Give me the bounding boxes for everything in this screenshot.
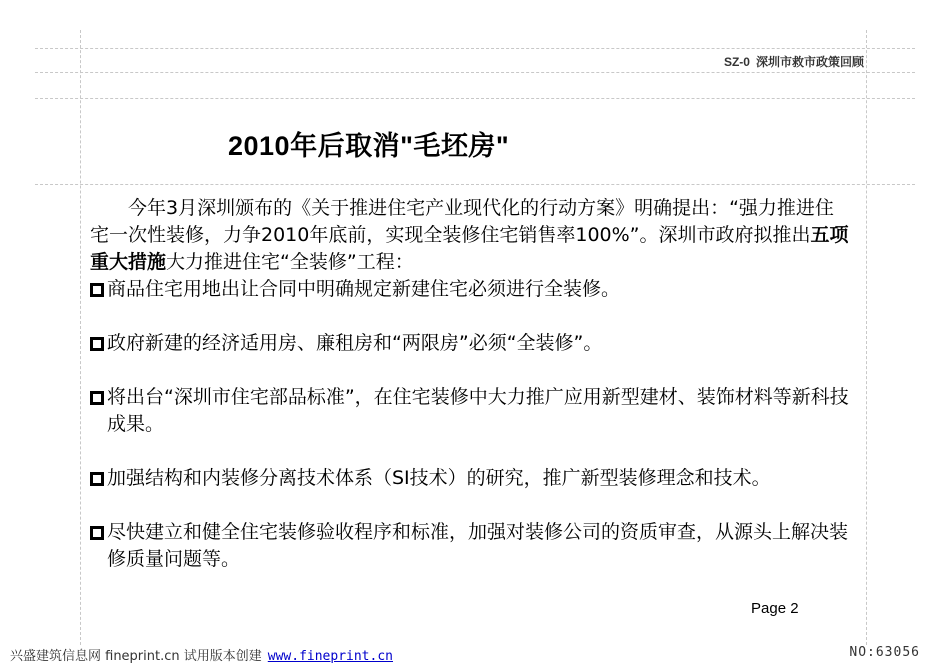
guide-line-top-1: [35, 48, 915, 49]
body-content: [90, 195, 850, 573]
list-item: [90, 384, 850, 438]
square-bullet-icon: [90, 526, 104, 540]
list-item: [90, 519, 850, 573]
list-item-text: 尽快建立和健全住宅装修验收程序和标准，加强对装修公司的资质审查，从源头上解决装修质量问题等。: [107, 521, 849, 570]
guide-line-top-3: [35, 98, 915, 99]
guide-line-mid: [35, 184, 915, 185]
intro-text-end: 大力推进住宅“全装修”工程：: [166, 251, 414, 273]
intro-paragraph: [90, 195, 850, 276]
list-item-text: 加强结构和内装修分离技术体系（SI技术）的研究，推广新型装修理念和技术。: [107, 467, 771, 489]
list-item-text: 商品住宅用地出让合同中明确规定新建住宅必须进行全装修。: [107, 278, 621, 300]
list-item-text: 将出台“深圳市住宅部品标准”，在住宅装修中大力推广应用新型建材、装饰材料等新科技成果。: [107, 386, 849, 435]
footer-doc-number: NO:63056: [849, 645, 920, 660]
list-item: [90, 330, 850, 357]
square-bullet-icon: [90, 472, 104, 486]
guide-line-right: [866, 30, 867, 645]
square-bullet-icon: [90, 283, 104, 297]
guide-line-left: [80, 30, 81, 645]
list-item: [90, 276, 850, 303]
footer-left-text: 兴盛建筑信息网 fineprint.cn 试用版本创建: [10, 649, 262, 664]
footer-watermark: [0, 645, 950, 665]
guide-line-top-2: [35, 72, 915, 73]
section-header: [724, 53, 864, 70]
page-number: Page 2: [751, 600, 799, 617]
page-title: 2010年后取消"毛坯房": [228, 131, 510, 161]
footer-left: [10, 645, 393, 664]
section-title: 深圳市救市政策回顾: [755, 55, 864, 69]
footer-link[interactable]: www.fineprint.cn: [267, 649, 393, 664]
list-item-text: 政府新建的经济适用房、廉租房和“两限房”必须“全装修”。: [107, 332, 603, 354]
intro-bold-text: 五项重大措施: [90, 224, 849, 273]
section-code: SZ-0: [723, 55, 750, 69]
square-bullet-icon: [90, 337, 104, 351]
intro-text: 今年3月深圳颁布的《关于推进住宅产业现代化的行动方案》明确提出：“强力推进住宅一次性装修，力争2010年底前，实现全装修住宅销售率100%”。深圳市政府拟推出: [90, 197, 834, 246]
list-item: [90, 465, 850, 492]
square-bullet-icon: [90, 391, 104, 405]
